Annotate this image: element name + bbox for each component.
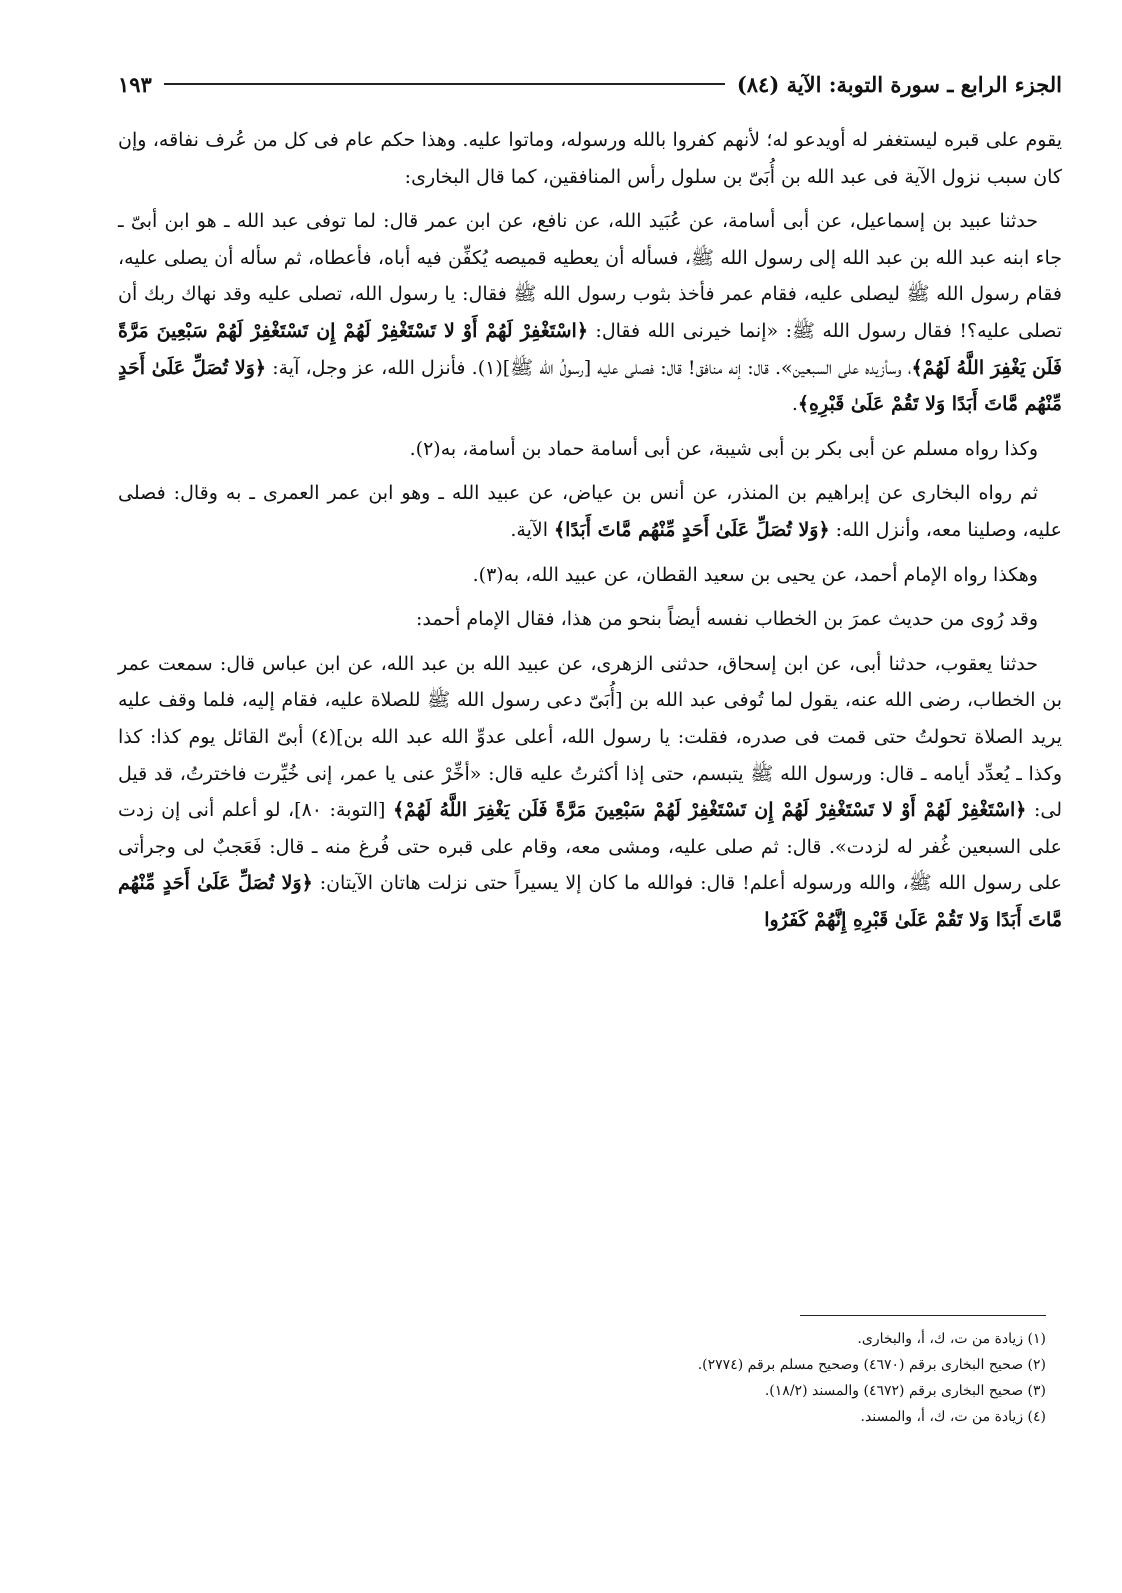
footnote: (٢) صحيح البخارى برقم (٤٦٧٠) وصحيح مسلم برقم (٢٧٧٤). xyxy=(697,1357,1046,1373)
running-header xyxy=(118,64,1062,104)
quran-verse: ﴿اسْتَغْفِرْ لَهُمْ أَوْ لا تَسْتَغْفِرْ لَهُمْ إِن تَسْتَغْفِرْ لَهُمْ سَبْعِينَ مَرَّةً فَلَن يَغْفِرَ اللَّهُ لَهُمْ﴾ xyxy=(393,799,1027,822)
paragraph-text: حدثنا عبيد بن إسماعيل، عن أبى أسامة، عن عُبَيد الله، عن نافع، عن ابن عمر قال: لما توفى عبد الله ـ هو ابن أبىّ ـ جاء ابنه عبد الله بن عبد الله إلى رسول الله ﷺ، فسأله أن يعطيه قميصه يُكفِّن فيه أباه، فأعطاه، ثم سأله أن يصلى عليه، فقام رسول الله ﷺ ليصلى عليه، فقام عمر فأخذ بثوب رسول الله ﷺ فقال: يا رسول الله، تصلى عليه وقد نهاك ربك أن تصلى عليه؟! فقال رسول الله ﷺ: «إنما خيرنى الله فقال: xyxy=(118,210,1062,342)
header-title: الجزء الرابع ـ سورة التوبة: الآية (٨٤) xyxy=(736,71,1062,97)
body-paragraph xyxy=(118,557,1062,594)
body-paragraph xyxy=(118,122,1062,195)
paragraph-text: وهكذا رواه الإمام أحمد، عن يحيى بن سعيد القطان، عن عبيد الله، به(٣). xyxy=(472,563,1038,586)
footnotes xyxy=(118,1326,1046,1430)
page-number: ١٩٣ xyxy=(118,71,152,97)
paragraph-text: يقوم على قبره ليستغفر له أويدعو له؛ لأنهم كفروا بالله ورسوله، وماتوا عليه. وهذا حكم عام فى كل من عُرف نفاقه، وإن كان سبب نزول الآية فى عبد الله بن أُبَىّ بن سلول رأس المنافقين، كما قال البخارى: xyxy=(118,129,1062,188)
paragraph-text: وكذا رواه مسلم عن أبى بكر بن أبى شيبة، عن أبى أسامة حماد بن أسامة، به(٢). xyxy=(409,437,1038,460)
paragraph-text: . xyxy=(791,393,798,416)
body-paragraph xyxy=(118,475,1062,548)
paragraph-text: ثم رواه البخارى عن إبراهيم بن المنذر، عن أنس بن عياض، عن عبيد الله ـ وهو ابن عمر العمرى ـ به وقال: فصلى عليه، وصلينا معه، وأنزل الله: xyxy=(118,482,1062,541)
body-paragraph xyxy=(118,646,1062,939)
paragraph-text: حدثنا يعقوب، حدثنا أبى، عن ابن إسحاق، حدثنى الزهرى، عن عبيد الله بن عبد الله، عن ابن عباس قال: سمعت عمر بن الخطاب، رضى الله عنه، يقول لما تُوفى عبد الله بن [أُبَىّ دعى رسول الله ﷺ للصلاة عليه، فقام إليه، فلما وقف عليه يريد الصلاة تحولتُ حتى قمت فى صدره، فقلت: يا رسول الله، أعلى عدوِّ الله عبد الله بن](٤) أبىّ القائل يوم كذا: كذا وكذا ـ يُعدِّد أيامه ـ قال: ورسول الله ﷺ يتبسم، حتى إذا أكثرتُ عليه قال: «أخِّرْ عنى يا عمر، إنى خُيِّرت فاخترتُ، قد قيل لى: xyxy=(118,652,1062,822)
paragraph-text: [التوبة: ٨٠]، لو أعلم أنى إن زدت على السبعين غُفر له لزدت». قال: ثم صلى عليه، ومشى معه، وقام على قبره حتى فُرغ منه ـ قال: فَعَجبٌ لى وجرأتى على رسول الله ﷺ، والله ورسوله أعلم! قال: فوالله ما كان إلا يسيراً حتى نزلت هاتان الآيتان: xyxy=(118,799,1062,895)
quran-verse: ﴿وَلا تُصَلِّ عَلَىٰ أَحَدٍ مِّنْهُم مَّاتَ أَبَدًا وَلا تَقُمْ عَلَىٰ قَبْرِهِ إِنَّهُمْ كَفَرُوا xyxy=(118,872,1062,931)
paragraph-text: ، وسأزيده على السبعين». قال: إنه منافق! قال: فصلى عليه [رسولُ الله ﷺ](١). فأنزل الله، عز وجل، آية: xyxy=(266,356,912,379)
paragraph-text: الآية. xyxy=(510,518,555,541)
body-paragraph xyxy=(118,203,1062,423)
quran-verse: ﴿وَلا تُصَلِّ عَلَىٰ أَحَدٍ مِّنْهُم مَّاتَ أَبَدًا﴾ xyxy=(554,518,830,541)
footnote: (١) زيادة من ت، ك، أ، والبخارى. xyxy=(857,1331,1046,1347)
main-text xyxy=(118,122,1062,946)
quran-verse: ﴿اسْتَغْفِرْ لَهُمْ أَوْ لا تَسْتَغْفِرْ لَهُمْ إِن تَسْتَغْفِرْ لَهُمْ سَبْعِينَ مَرَّةً فَلَن يَغْفِرَ اللَّهُ لَهُمْ﴾ xyxy=(118,319,1062,379)
footnote-separator xyxy=(800,1315,1046,1316)
body-paragraph xyxy=(118,431,1062,468)
header-rule xyxy=(164,83,725,85)
footnote: (٤) زيادة من ت، ك، أ، والمسند. xyxy=(860,1409,1046,1425)
quran-verse: ﴿وَلا تُصَلِّ عَلَىٰ أَحَدٍ مِّنْهُم مَّاتَ أَبَدًا وَلا تَقُمْ عَلَىٰ قَبْرِهِ﴾ xyxy=(118,356,1062,416)
body-paragraph xyxy=(118,601,1062,638)
footnote: (٣) صحيح البخارى برقم (٤٦٧٢) والمسند (١٨/٢). xyxy=(764,1383,1046,1399)
paragraph-text: وقد رُوى من حديث عمرَ بن الخطاب نفسه أيضاً بنحو من هذا، فقال الإمام أحمد: xyxy=(416,608,1038,631)
